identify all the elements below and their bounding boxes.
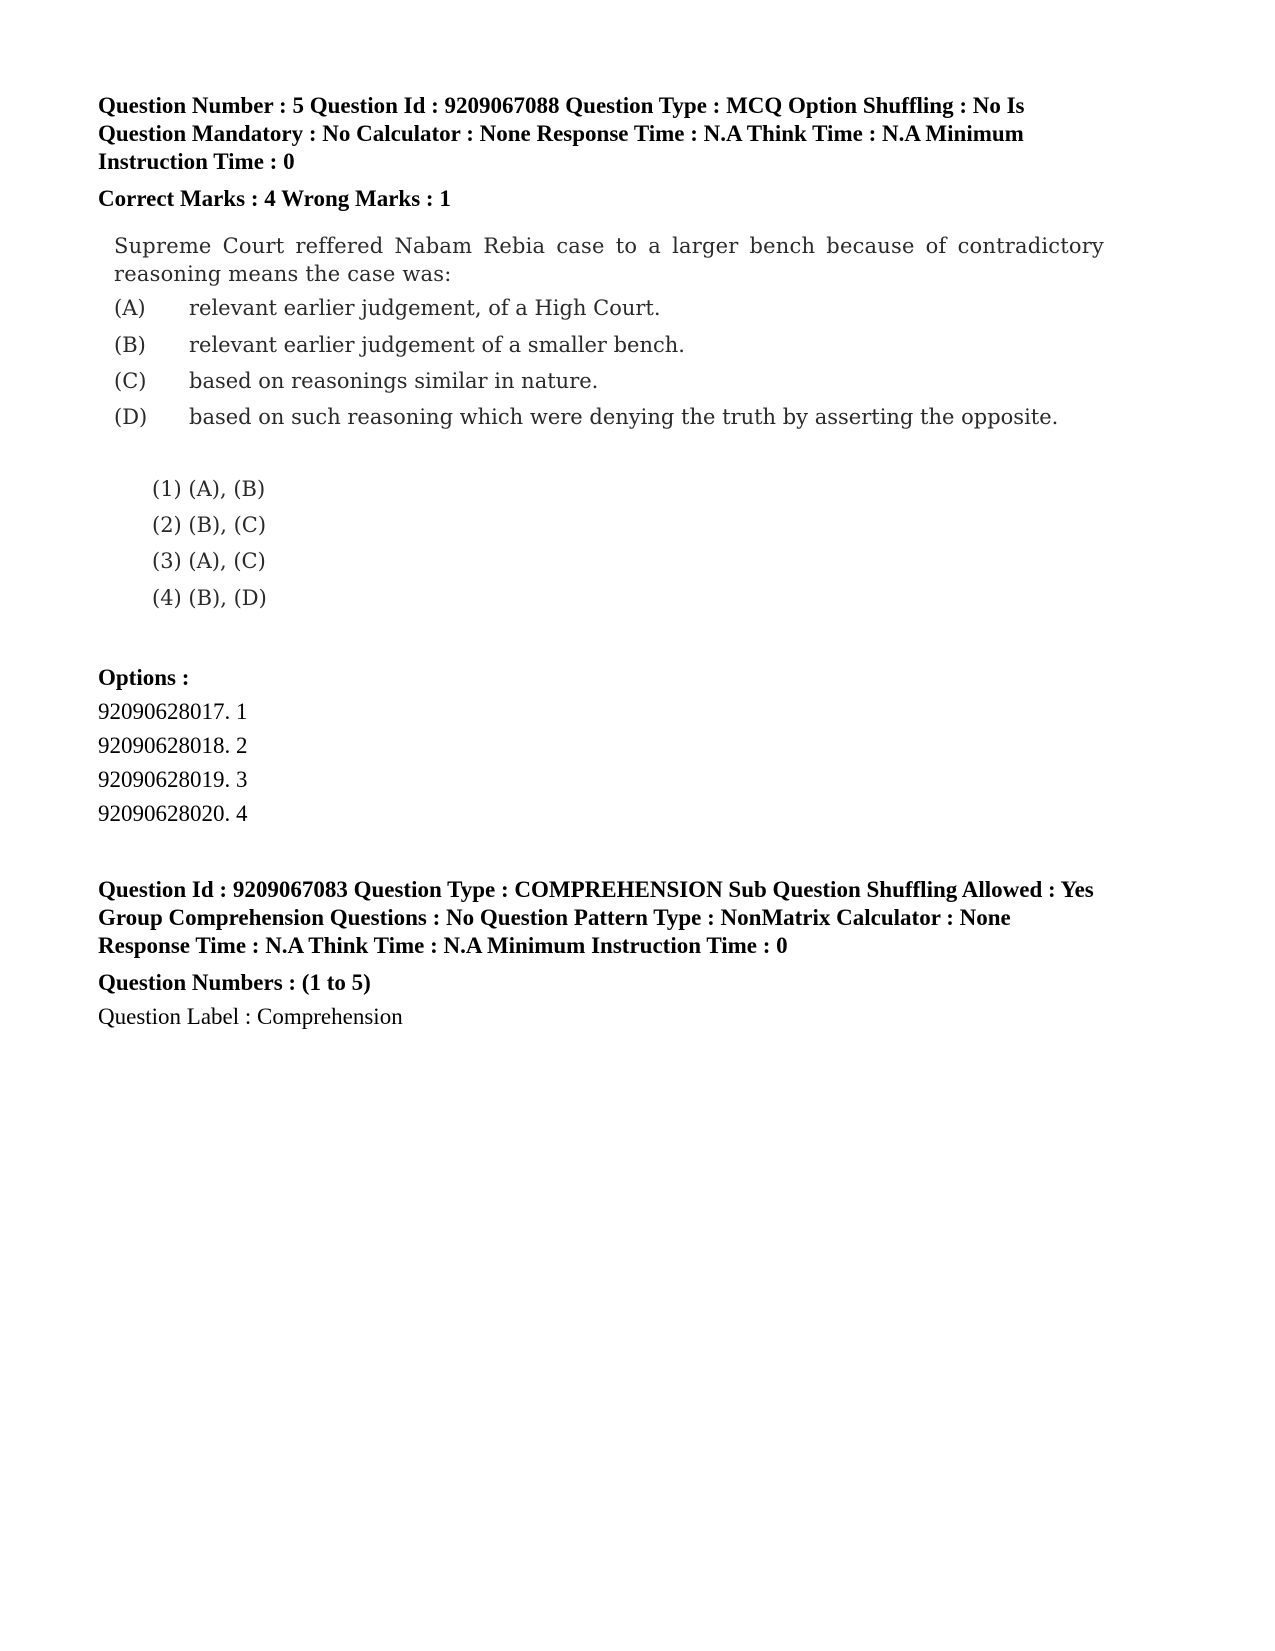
option-item: 92090628020. 4 — [98, 801, 248, 826]
marks-line: Correct Marks : 4 Wrong Marks : 1 — [98, 186, 451, 211]
statement-label: (A) — [114, 296, 146, 320]
comprehension-meta-line: Response Time : N.A Think Time : N.A Minimum Instruction Time : 0 — [98, 933, 788, 958]
statement-label: (C) — [114, 369, 147, 393]
question-meta-line: Instruction Time : 0 — [98, 149, 295, 174]
question-stem-line: Supreme Court reffered Nabam Rebia case to a larger bench because of contradictory — [114, 234, 1104, 258]
statement-label: (D) — [114, 405, 148, 429]
option-item: 92090628017. 1 — [98, 699, 248, 724]
options-heading: Options : — [98, 665, 190, 690]
answer-choice: (2) (B), (C) — [152, 513, 267, 537]
answer-choice: (1) (A), (B) — [152, 477, 266, 501]
question-stem-line: reasoning means the case was: — [114, 262, 452, 286]
question-numbers: Question Numbers : (1 to 5) — [98, 970, 371, 995]
question-label: Question Label : Comprehension — [98, 1004, 403, 1029]
statement-text: based on such reasoning which were denying the truth by asserting the opposite. — [189, 405, 1059, 429]
question-meta-line: Question Mandatory : No Calculator : None Response Time : N.A Think Time : N.A Minimum — [98, 121, 1024, 146]
question-meta-line: Question Number : 5 Question Id : 9209067088 Question Type : MCQ Option Shuffling : No Is — [98, 93, 1025, 118]
comprehension-meta — [98, 876, 1188, 960]
answer-choice: (4) (B), (D) — [152, 586, 267, 610]
comprehension-meta-line: Question Id : 9209067083 Question Type : COMPREHENSION Sub Question Shuffling Allowed : Yes — [98, 877, 1094, 902]
question-body — [114, 232, 1104, 610]
comprehension-meta-line: Group Comprehension Questions : No Question Pattern Type : NonMatrix Calculator : None — [98, 905, 1011, 930]
statement-label: (B) — [114, 333, 146, 357]
question-meta — [98, 92, 1188, 176]
question-stem — [114, 232, 1104, 288]
option-item: 92090628019. 3 — [98, 767, 248, 792]
statement-text: based on reasonings similar in nature. — [189, 369, 599, 393]
answer-choice: (3) (A), (C) — [152, 549, 266, 573]
statement-text: relevant earlier judgement, of a High Court. — [189, 296, 661, 320]
statement-text: relevant earlier judgement of a smaller bench. — [189, 333, 685, 357]
option-item: 92090628018. 2 — [98, 733, 248, 758]
